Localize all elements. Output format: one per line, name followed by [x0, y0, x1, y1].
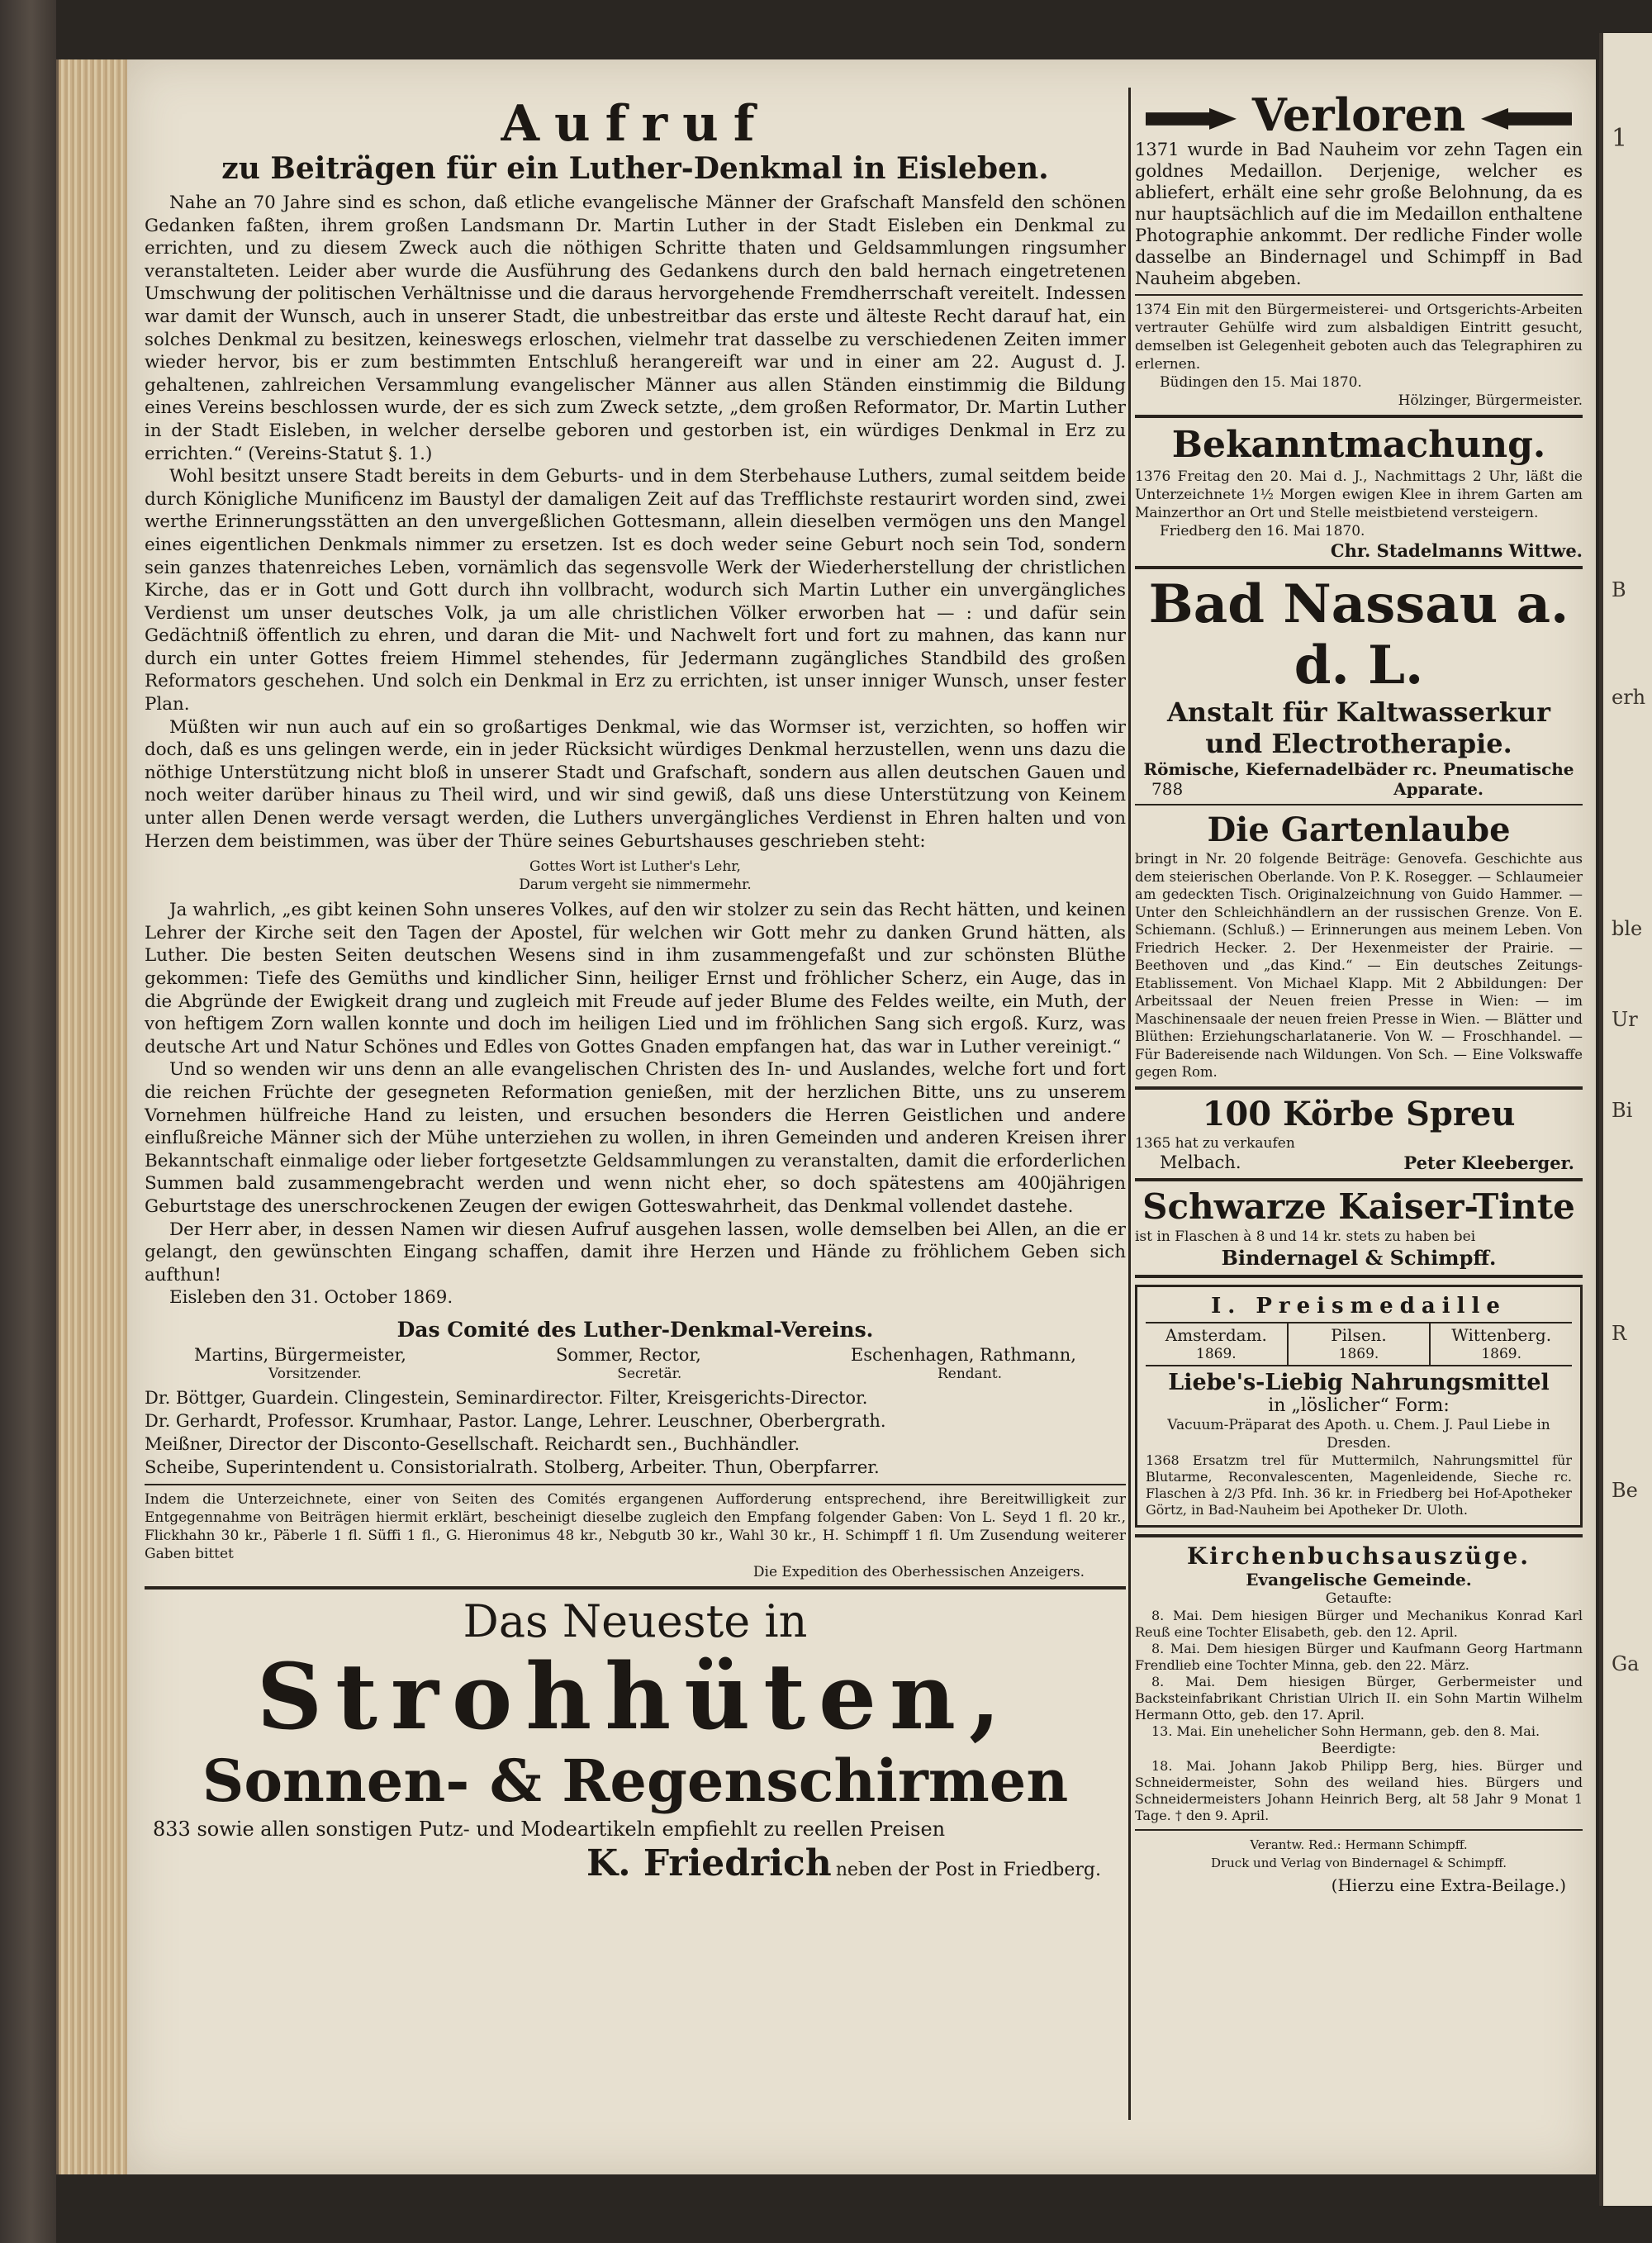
chaff-name: Peter Kleeberger.: [1403, 1152, 1574, 1173]
chaff-title: 100 Körbe Spreu: [1202, 1094, 1516, 1133]
pointing-hand-icon: [1481, 108, 1572, 130]
appeal-body: [145, 192, 1126, 1309]
advert-line: Das Neueste in: [463, 1594, 808, 1647]
advert-text-line: sowie allen sonstigen Putz- und Modeartikeln empfiehlt zu reellen Preisen: [197, 1817, 946, 1841]
member-line: Scheibe, Superintendent u. Consistorialrath. Stolberg, Arbeiter. Thun, Oberpfarrer.: [145, 1457, 880, 1477]
supplement-note: (Hierzu eine Extra-Beilage.): [1331, 1875, 1566, 1895]
donation-note-sign: Die Expedition des Oberhessischen Anzeigers.: [752, 1563, 1085, 1580]
right-column: [1135, 88, 1583, 1895]
advert-name: K. Friedrich: [586, 1841, 832, 1884]
divider: [145, 1484, 1126, 1485]
medal-city: Wittenberg.: [1451, 1324, 1552, 1345]
food-maker: Vacuum-Präparat des Apoth. u. Chem. J. Paul Liebe in Dresden.: [1167, 1416, 1550, 1452]
facing-page-text: Bi: [1612, 1099, 1633, 1122]
medal-cell: [1289, 1323, 1431, 1365]
chaff-place: Melbach.: [1160, 1152, 1241, 1172]
burials-heading: Beerdigte:: [1321, 1740, 1397, 1757]
role: Secretär.: [617, 1365, 682, 1382]
officer: Sommer, Rector,: [555, 1344, 701, 1365]
baptisms-heading: Getaufte:: [1325, 1590, 1393, 1607]
divider: [1135, 1829, 1583, 1831]
clerk-notice: 1374 Ein mit den Bürgermeisterei- und Ortsgerichts-Arbeiten vertrauter Gehülfe wird zum alsbaldigen Eintritt gesucht, demselben ist Gelegenheit geboten auch das Telegraphiren zu erlernen.: [1135, 302, 1583, 373]
food-title: Liebe's-Liebig Nahrungsmittel: [1168, 1369, 1550, 1395]
clerk-notice-sign: Hölzinger, Bürgermeister.: [1398, 392, 1583, 409]
advert-subheadline: Sonnen- & Regenschirmen: [202, 1746, 1069, 1815]
paragraph: Der Herr aber, in dessen Namen wir diesen Aufruf ausgehen lassen, wolle demselben bei Allen, an die er gelangt, den gewünschten Eingang schaffen, damit ihre Herzen und Hände zu fröhlichem Geben sich aufthun!: [145, 1219, 1126, 1285]
church-records-title: Kirchenbuchsauszüge.: [1186, 1542, 1531, 1570]
advert-headline: Strohhüten,: [256, 1642, 1014, 1750]
book-binding: [0, 0, 56, 2243]
committee-officers: [145, 1342, 1126, 1365]
medal-year: 1869.: [1481, 1345, 1522, 1362]
chaff-seller: [1135, 1152, 1583, 1173]
role: Rendant.: [937, 1365, 1002, 1382]
paragraph: Und so wenden wir uns denn an alle evangelischen Christen des In- und Auslandes, welche fort und fort die reichen Früchte der gesegneten Reformation genießen, mit der herzlichen Bitte, uns zu unserem Vornehmen hülfreiche Hand zu leisten, und ersuchen besonders die Herren Geistlichen und andere einflußreiche Männer sich der Mühe unterziehen zu wollen, in ihren Gemeinden und anderen Kreisen ihrer Bekanntschaft einmalige oder lieber fortgesetzte Geldsammlungen zu veranstalten, damit die erforderlichen Summen bald zusammengebracht werden und wenn nicht eher, so doch spätestens am 400jährigen Geburtstage des unerschrockenen Zeugen der ewigen Gotteswahrheit, das Denkmal vollendet dastehe.: [145, 1059, 1126, 1217]
facing-page-text: R: [1612, 1322, 1627, 1345]
divider: [145, 1586, 1126, 1590]
clerk-notice-date: Büdingen den 15. Mai 1870.: [1160, 374, 1362, 391]
paragraph: Ja wahrlich, „es gibt keinen Sohn unseres Volkes, auf den wir stolzer zu sein das Recht hätten, und keinen Lehrer der Kirche seit den Tagen der Apostel, für welchen wir Gott mehr zu danken Grund hätten, als Luther. Die besten Seiten deutschen Wesens sind in ihm zusammengefaßt und zur schönsten Blüthe gekommen: Tiefe des Gemüths und kindlicher Sinn, heiliger Ernst und fröhlicher Scherz, ein Auge, das in die Abgründe der Ewigkeit drang und zugleich mit Freude auf jeder Blume des Feldes weilte, ein Muth, der von heftigem Zorn wallen konnte und doch im heiligen Lied und im fröhlichen Sang sich ergoß. Kurz, was deutsche Art und Natur Schönes und Edles von Gottes Gnaden empfangen hat, das war in Luther vereinigt.“: [145, 900, 1126, 1057]
member-line: Dr. Böttger, Guardein. Clingestein, Seminardirector. Filter, Kreisgerichts-Director.: [145, 1387, 868, 1408]
spa-services-end: Apparate.: [1393, 779, 1483, 799]
divider: [1135, 415, 1583, 418]
appeal-subtitle: zu Beiträgen für ein Luther-Denkmal in Eisleben.: [221, 151, 1049, 186]
food-advert: [1135, 1285, 1583, 1528]
paragraph: Müßten wir nun auch auf ein so großartiges Denkmal, wie das Wormser ist, verzichten, so hoffen wir doch, daß es uns gelingen werde, ein in jeder Rücksicht würdiges Denkmal herzustellen, wenn uns dazu die nöthige Unterstützung nicht bloß in unserer Stadt und Grafschaft, sondern aus allen deutschen Gauen und noch weiter darüber hinaus zu Theil wird, und wir sind gewiß, daß uns diese Unterstützung von Keinem unter allen Denen werde versagt werden, die Luthers unvergängliches Verdienst in Ehren halten und von Herzen dem beistimmen, was über der Thüre seines Geburtshauses geschrieben steht:: [145, 716, 1126, 852]
church-records-subtitle: Evangelische Gemeinde.: [1246, 1569, 1472, 1590]
record-entry: 8. Mai. Dem hiesigen Bürger, Gerbermeister und Backsteinfabrikant Christian Ulrich II. ein Sohn Martin Wilhelm Hermann Otto, geb. den 17. April.: [1135, 1673, 1583, 1723]
medal-year: 1869.: [1338, 1345, 1379, 1362]
divider: [1135, 1534, 1583, 1537]
spa-services: Römische, Kiefernadelbäder rc. Pneumatische: [1143, 759, 1574, 779]
officer: Eschenhagen, Rathmann,: [850, 1344, 1076, 1365]
medal-cell: [1146, 1323, 1289, 1365]
magazine-contents: bringt in Nr. 20 folgende Beiträge: Genovefa. Geschichte aus dem steierischen Oberlande. Von P. K. Rosegger. — Schlaumeier am gedeckten Tisch. Originalzeichnung von Guido Hammer. — Unter den Schleichhändlern an der russischen Grenze. Von E. Schiemann. (Schluß.) — Erinnerungen aus meinem Leben. Von Friedrich Hecker. 2. Der Hexenmeister der Prairie. — Beethoven und „das Kind.“ — Ein deutsches Zeitungs-Etablissement. Von Michael Klapp. Mit 2 Abbildungen: Der Arbeitssaal der Neuen freien Presse in Wien: — im Maschinensaale der neuen freien Presse in Wien. — Blätter und Blüthen: Erziehungscharlatanerie. Von W. — Froschhandel. — Für Badereisende nach Wildungen. Von Sch. — Eine Volkswaffe gegen Rom.: [1135, 851, 1583, 1080]
divider: [1135, 1275, 1583, 1278]
lost-heading: [1135, 88, 1583, 141]
spa-services-line: [1135, 779, 1583, 799]
verse: [145, 858, 1126, 894]
committee-members: [145, 1386, 1126, 1479]
ink-seller: Bindernagel & Schimpff.: [1221, 1245, 1497, 1270]
facing-page-text: Ur: [1612, 1008, 1638, 1031]
chaff-text: 1365 hat zu verkaufen: [1135, 1134, 1295, 1152]
advert-location: neben der Post in Friedberg.: [835, 1859, 1101, 1880]
medal-year: 1869.: [1196, 1345, 1237, 1362]
facing-page-edge: [1599, 33, 1652, 2206]
facing-page-text: erh: [1612, 686, 1646, 709]
facing-page-text: Ga: [1612, 1652, 1640, 1675]
paragraph: Nahe an 70 Jahre sind es schon, daß etliche evangelische Männer der Grafschaft Mansfeld den schönen Gedanken faßten, ihrem großen Landsmann Dr. Martin Luther in der Stadt Eisleben ein Denkmal zu errichten, und zu diesem Zweck auch die nöthigen Schritte thaten und Geldsammlungen ringsumher veranstalteten. Leider aber wurde die Ausführung des Gedankens durch den bald hernach eingetretenen Umschwung der politischen Verhältnisse und die daraus hervorgehende Fremdherrschaft vereitelt. Indessen war damit der Wunsch, auch in unserer Stadt, die unbestreitbar das erste und älteste Recht darauf hat, ein solches Denkmal zu besitzen, keineswegs erloschen, vielmehr trat dasselbe zu verschiedenen Zeiten immer wieder hervor, bis er zum bestimmten Entschluß herangereift war und in einer am 22. August d. J. gehaltenen, zahlreichen Versammlung evangelischer Männer aus allen Ständen einstimmig die Bildung eines Vereins beschlossen wurde, der es sich zum Zweck setzte, „dem großen Reformator, Dr. Martin Luther in der Stadt Eisleben, in welcher derselbe geboren und gestorben ist, ein würdiges Denkmal in Erz zu errichten.“ (Vereins-Statut §. 1.): [145, 192, 1126, 464]
food-subtitle: in „löslicher“ Form:: [1268, 1395, 1450, 1416]
ink-title: Schwarze Kaiser-Tinte: [1142, 1186, 1575, 1227]
medal-cell: [1431, 1323, 1572, 1365]
advert-signature: [145, 1842, 1126, 1884]
donation-note: Indem die Unterzeichnete, einer von Seiten des Comités ergangenen Aufforderung entsprechend, ihre Bereitwilligkeit zur Entgegennahme von Beiträgen hiermit erklärt, bescheinigt dieselbe zugleich den Empfang folgender Gaben: Von L. Seyd 1 fl. 20 kr., Flickhahn 30 kr., Päberle 1 fl. Süffi 1 fl., G. Hieronimus 48 kr., Nebgutb 30 kr., Wahl 30 kr., H. Schimpff 1 fl. Um Zusendung weiterer Gaben bittet: [145, 1490, 1126, 1562]
medal-heading: I. Preismedaille: [1211, 1293, 1507, 1319]
verse-line: Darum vergeht sie nimmermehr.: [519, 877, 752, 894]
left-column: [145, 97, 1126, 1884]
divider: [1135, 804, 1583, 805]
divider: [1135, 566, 1583, 569]
appeal-title: Aufruf: [501, 95, 770, 153]
column-rule: [1128, 88, 1131, 2120]
facing-page-text: Be: [1612, 1479, 1638, 1502]
lost-text: 1371 wurde in Bad Nauheim vor zehn Tagen ein goldnes Medaillon. Derjenige, welcher es abliefert, erhält eine sehr große Belohnung, da es nur hauptsächlich auf die im Medaillon enthaltene Photographie ankommt. Der redliche Finder wolle dasselbe an Bindernagel und Schimpff in Bad Nauheim abgeben.: [1135, 140, 1583, 288]
baptisms-list: [1135, 1608, 1583, 1740]
committee-title: Das Comité des Luther-Denkmal-Vereins.: [396, 1317, 874, 1342]
record-entry: 8. Mai. Dem hiesigen Bürger und Mechanikus Konrad Karl Reuß eine Tochter Elisabeth, geb. den 12. April.: [1135, 1607, 1583, 1640]
medal-city: Amsterdam.: [1165, 1324, 1267, 1345]
burials-list: [1135, 1758, 1583, 1824]
facing-page-text: ble: [1612, 917, 1643, 940]
magazine-title: Die Gartenlaube: [1207, 810, 1511, 849]
medal-table: [1146, 1322, 1572, 1366]
member-line: Meißner, Director der Disconto-Gesellschaft. Reichardt sen., Buchhändler.: [145, 1433, 800, 1454]
spa-subtitle: Anstalt für Kaltwasserkur: [1166, 696, 1551, 728]
announcement-date: Friedberg den 16. Mai 1870.: [1160, 523, 1365, 539]
officer: Martins, Bürgermeister,: [194, 1344, 406, 1365]
spa-title: Bad Nassau a. d. L.: [1148, 573, 1569, 696]
spa-subtitle: und Electrotherapie.: [1205, 728, 1512, 759]
announcement-text: 1376 Freitag den 20. Mai d. J., Nachmittags 2 Uhr, läßt die Unterzeichnete 1½ Morgen ewigen Klee in ihrem Garten am Mainzerthor an Ort und Stelle meistbietend versteigern.: [1135, 468, 1583, 521]
paragraph: Wohl besitzt unsere Stadt bereits in dem Geburts- und in dem Sterbehause Luthers, zumal seitdem beide durch Königliche Munificenz im Baustyl der damaligen Zeit auf das Trefflichste restaurirt worden sind, zwei werthe Erinnerungsstätten an den unvergeßlichen Gottesmann, allein dieselben vermögen uns den Mangel eines eigentlichen Denkmals nimmer zu ersetzen. Ist es doch weder seine Geburt noch sein Tod, sondern sein ganzes thatenreiches Leben, vornämlich das segensvolle Werk der Wiederherstellung der christlichen Kirche, das er in Gott und Gott durch ihn vollbracht, wodurch sich Martin Luther ein unvergängliches Verdienst um unser deutsches Volk, ja um alle christlichen Völker erworben hat — : und dafür sein Gedächtniß öffentlich zu ehren, und daran die Mit- und Nachwelt fort und fort zu mahnen, das kann nur durch ein unter Gottes freiem Himmel stehendes, für Jedermann zugängliches Standbild des großen Reformators geschehen. Und solch ein Denkmal in Erz zu errichten, ist unser inniger Wunsch, unser fester Plan.: [145, 466, 1126, 715]
advert-number: 833: [153, 1817, 191, 1841]
lost-title: Verloren: [1251, 88, 1466, 141]
record-entry: 8. Mai. Dem hiesigen Bürger und Kaufmann Georg Hartmann Frendlieb eine Tochter Minna, geb. den 22. März.: [1135, 1640, 1583, 1673]
record-entry: 13. Mai. Ein unehelicher Sohn Hermann, geb. den 8. Mai.: [1151, 1723, 1540, 1739]
food-text: 1368 Ersatzm trel für Muttermilch, Nahrungsmittel für Blutarme, Reconvalescenten, Magenleidende, Sieche rc. Flaschen à 2/3 Pfd. Inh. 36 kr. in Friedberg bei Hof-Apotheker Görtz, in Bad-Nauheim bei Apotheker Dr. Uloth.: [1146, 1452, 1572, 1518]
verse-line: Gottes Wort ist Luther's Lehr,: [529, 858, 741, 876]
hat-advert: [145, 1596, 1126, 1884]
ink-text: ist in Flaschen à 8 und 14 kr. stets zu haben bei: [1135, 1228, 1476, 1245]
announcement-sign: Chr. Stadelmanns Wittwe.: [1330, 540, 1583, 561]
divider: [1135, 1086, 1583, 1090]
page-edges: [56, 59, 130, 2174]
medal-city: Pilsen.: [1331, 1324, 1387, 1345]
advert-text: [145, 1816, 1126, 1842]
facing-page-text: B: [1612, 578, 1626, 601]
imprint-publisher: Druck und Verlag von Bindernagel & Schimpff.: [1210, 1855, 1507, 1870]
pointing-hand-icon: [1146, 108, 1237, 130]
divider: [1135, 1178, 1583, 1181]
imprint-editor: Verantw. Red.: Hermann Schimpff.: [1250, 1837, 1468, 1852]
divider: [1135, 294, 1583, 296]
dateline: Eisleben den 31. October 1869.: [169, 1287, 453, 1309]
announcement-title: Bekanntmachung.: [1171, 424, 1546, 466]
facing-page-text: 1: [1612, 124, 1628, 153]
spa-number: 788: [1151, 779, 1184, 799]
role: Vorsitzender.: [268, 1365, 362, 1382]
member-line: Dr. Gerhardt, Professor. Krumhaar, Pastor. Lange, Lehrer. Leuschner, Oberbergrath.: [145, 1410, 886, 1431]
record-entry: 18. Mai. Johann Jakob Philipp Berg, hies. Bürger und Schneidermeister, Sohn des weiland hies. Bürgers und Schneidermeisters Johann Heinrich Berg, alt 58 Jahr 9 Monat 1 Tage. † den 9. April.: [1135, 1757, 1583, 1823]
committee-roles: [145, 1365, 1126, 1386]
